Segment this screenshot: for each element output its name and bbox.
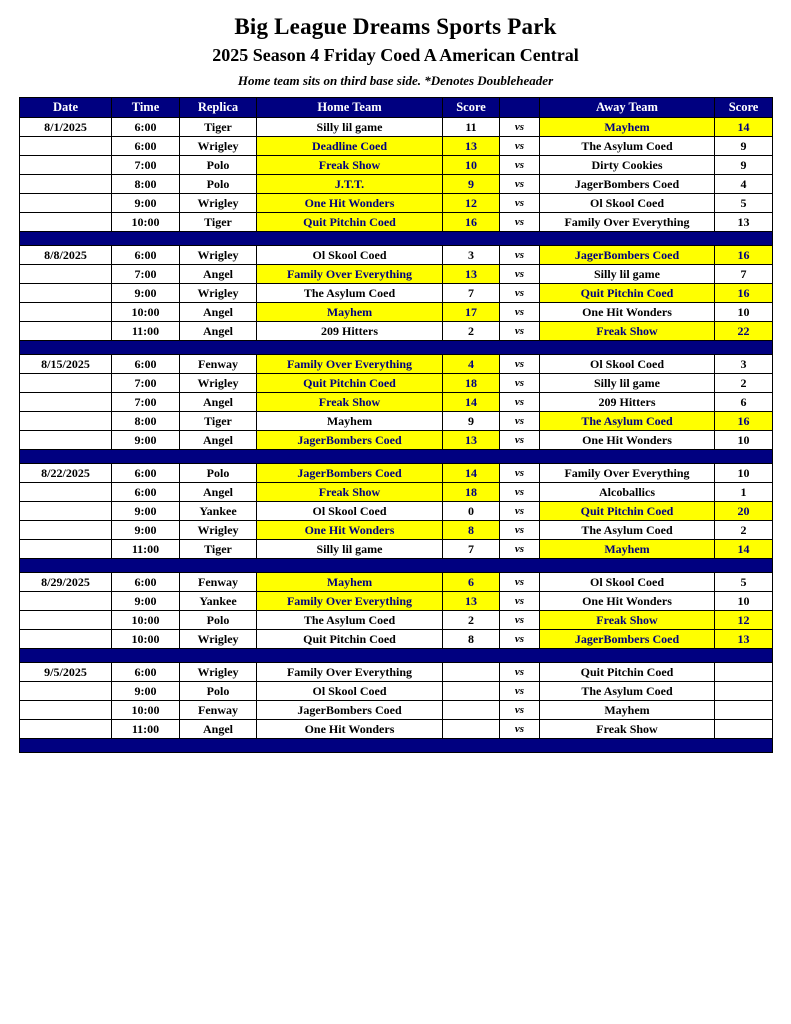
- away-team-cell: JagerBombers Coed: [540, 246, 715, 265]
- replica-cell: Angel: [180, 303, 257, 322]
- away-team-cell: Alcoballics: [540, 483, 715, 502]
- header-time: Time: [112, 98, 180, 118]
- time-cell: 10:00: [112, 611, 180, 630]
- time-cell: 9:00: [112, 431, 180, 450]
- away-team-cell: Freak Show: [540, 322, 715, 341]
- away-team-cell: 209 Hitters: [540, 393, 715, 412]
- home-team-cell: Quit Pitchin Coed: [257, 630, 443, 649]
- replica-cell: Polo: [180, 611, 257, 630]
- time-cell: 6:00: [112, 663, 180, 682]
- time-cell: 9:00: [112, 284, 180, 303]
- game-row: [20, 540, 773, 559]
- home-score-cell: 3: [443, 246, 500, 265]
- time-cell: 6:00: [112, 137, 180, 156]
- away-score-cell: 13: [715, 213, 773, 232]
- home-team-cell: The Asylum Coed: [257, 284, 443, 303]
- home-score-cell: 14: [443, 393, 500, 412]
- home-team-cell: JagerBombers Coed: [257, 431, 443, 450]
- game-row: [20, 431, 773, 450]
- date-cell: [20, 194, 112, 213]
- home-team-cell: Mayhem: [257, 412, 443, 431]
- game-row: [20, 483, 773, 502]
- home-score-cell: 9: [443, 175, 500, 194]
- home-team-cell: Freak Show: [257, 483, 443, 502]
- away-score-cell: 5: [715, 573, 773, 592]
- away-score-cell: 22: [715, 322, 773, 341]
- date-cell: [20, 701, 112, 720]
- away-score-cell: 14: [715, 118, 773, 137]
- vs-cell: vs: [500, 156, 540, 175]
- game-row: [20, 682, 773, 701]
- away-team-cell: Mayhem: [540, 701, 715, 720]
- date-cell: [20, 720, 112, 739]
- home-team-cell: Family Over Everything: [257, 592, 443, 611]
- vs-cell: vs: [500, 431, 540, 450]
- home-team-cell: J.T.T.: [257, 175, 443, 194]
- home-score-cell: 0: [443, 502, 500, 521]
- vs-cell: vs: [500, 682, 540, 701]
- time-cell: 10:00: [112, 630, 180, 649]
- time-cell: 6:00: [112, 246, 180, 265]
- away-team-cell: Mayhem: [540, 118, 715, 137]
- replica-cell: Angel: [180, 393, 257, 412]
- time-cell: 11:00: [112, 540, 180, 559]
- date-cell: [20, 393, 112, 412]
- home-team-cell: Silly lil game: [257, 540, 443, 559]
- replica-cell: Fenway: [180, 355, 257, 374]
- date-cell: [20, 156, 112, 175]
- vs-cell: vs: [500, 483, 540, 502]
- game-row: [20, 156, 773, 175]
- away-score-cell: 10: [715, 303, 773, 322]
- vs-cell: vs: [500, 521, 540, 540]
- date-cell: [20, 412, 112, 431]
- home-team-cell: The Asylum Coed: [257, 611, 443, 630]
- game-row: [20, 393, 773, 412]
- time-cell: 9:00: [112, 521, 180, 540]
- game-row: [20, 592, 773, 611]
- date-cell: [20, 431, 112, 450]
- away-score-cell: [715, 682, 773, 701]
- week-separator: [20, 341, 773, 355]
- game-row: [20, 175, 773, 194]
- away-team-cell: One Hit Wonders: [540, 303, 715, 322]
- time-cell: 7:00: [112, 393, 180, 412]
- date-cell: [20, 540, 112, 559]
- home-score-cell: 4: [443, 355, 500, 374]
- time-cell: 6:00: [112, 355, 180, 374]
- replica-cell: Polo: [180, 682, 257, 701]
- vs-cell: vs: [500, 355, 540, 374]
- replica-cell: Polo: [180, 464, 257, 483]
- home-score-cell: 13: [443, 265, 500, 284]
- home-score-cell: 13: [443, 592, 500, 611]
- game-row: [20, 213, 773, 232]
- replica-cell: Wrigley: [180, 194, 257, 213]
- date-cell: [20, 630, 112, 649]
- replica-cell: Tiger: [180, 412, 257, 431]
- home-score-cell: 13: [443, 431, 500, 450]
- date-cell: 8/29/2025: [20, 573, 112, 592]
- home-team-cell: Freak Show: [257, 156, 443, 175]
- vs-cell: vs: [500, 701, 540, 720]
- home-score-cell: 8: [443, 630, 500, 649]
- vs-cell: vs: [500, 284, 540, 303]
- date-cell: [20, 322, 112, 341]
- vs-cell: vs: [500, 246, 540, 265]
- replica-cell: Fenway: [180, 701, 257, 720]
- time-cell: 10:00: [112, 701, 180, 720]
- home-team-cell: Family Over Everything: [257, 663, 443, 682]
- date-cell: [20, 592, 112, 611]
- home-score-cell: [443, 663, 500, 682]
- away-score-cell: 13: [715, 630, 773, 649]
- header-home-score: Score: [443, 98, 500, 118]
- away-score-cell: 7: [715, 265, 773, 284]
- vs-cell: vs: [500, 573, 540, 592]
- header-home-team: Home Team: [257, 98, 443, 118]
- week-separator-bar: [20, 232, 773, 246]
- date-cell: [20, 265, 112, 284]
- away-team-cell: Mayhem: [540, 540, 715, 559]
- vs-cell: vs: [500, 194, 540, 213]
- game-row: [20, 194, 773, 213]
- home-team-cell: Ol Skool Coed: [257, 502, 443, 521]
- away-team-cell: Freak Show: [540, 720, 715, 739]
- away-team-cell: Quit Pitchin Coed: [540, 284, 715, 303]
- replica-cell: Wrigley: [180, 630, 257, 649]
- page-header: [0, 0, 791, 89]
- home-score-cell: [443, 701, 500, 720]
- replica-cell: Wrigley: [180, 663, 257, 682]
- home-score-cell: [443, 720, 500, 739]
- away-team-cell: Family Over Everything: [540, 213, 715, 232]
- away-team-cell: The Asylum Coed: [540, 682, 715, 701]
- replica-cell: Angel: [180, 322, 257, 341]
- week-separator-bar: [20, 559, 773, 573]
- away-team-cell: Ol Skool Coed: [540, 194, 715, 213]
- home-team-cell: JagerBombers Coed: [257, 701, 443, 720]
- away-score-cell: 2: [715, 374, 773, 393]
- away-score-cell: 3: [715, 355, 773, 374]
- date-cell: [20, 137, 112, 156]
- home-score-cell: 10: [443, 156, 500, 175]
- home-team-cell: Quit Pitchin Coed: [257, 374, 443, 393]
- header-vs: [500, 98, 540, 118]
- date-cell: 8/8/2025: [20, 246, 112, 265]
- home-team-cell: Family Over Everything: [257, 265, 443, 284]
- vs-cell: vs: [500, 213, 540, 232]
- vs-cell: vs: [500, 720, 540, 739]
- away-score-cell: 10: [715, 592, 773, 611]
- replica-cell: Polo: [180, 175, 257, 194]
- time-cell: 7:00: [112, 156, 180, 175]
- replica-cell: Wrigley: [180, 284, 257, 303]
- away-team-cell: Ol Skool Coed: [540, 573, 715, 592]
- away-team-cell: Dirty Cookies: [540, 156, 715, 175]
- page-note: Home team sits on third base side. *Denotes Doubleheader: [237, 73, 554, 88]
- away-team-cell: JagerBombers Coed: [540, 175, 715, 194]
- away-score-cell: 16: [715, 284, 773, 303]
- date-cell: [20, 502, 112, 521]
- home-score-cell: 2: [443, 611, 500, 630]
- home-score-cell: 9: [443, 412, 500, 431]
- vs-cell: vs: [500, 303, 540, 322]
- time-cell: 7:00: [112, 265, 180, 284]
- home-score-cell: 14: [443, 464, 500, 483]
- date-cell: [20, 374, 112, 393]
- home-score-cell: [443, 682, 500, 701]
- away-score-cell: 1: [715, 483, 773, 502]
- away-team-cell: Quit Pitchin Coed: [540, 663, 715, 682]
- replica-cell: Tiger: [180, 118, 257, 137]
- replica-cell: Angel: [180, 483, 257, 502]
- week-separator-bar: [20, 450, 773, 464]
- away-score-cell: [715, 701, 773, 720]
- vs-cell: vs: [500, 374, 540, 393]
- week-separator: [20, 739, 773, 753]
- home-score-cell: 13: [443, 137, 500, 156]
- date-cell: 9/5/2025: [20, 663, 112, 682]
- header-date: Date: [20, 98, 112, 118]
- vs-cell: vs: [500, 540, 540, 559]
- vs-cell: vs: [500, 464, 540, 483]
- week-separator-bar: [20, 341, 773, 355]
- week-separator-bar: [20, 649, 773, 663]
- home-team-cell: One Hit Wonders: [257, 720, 443, 739]
- home-score-cell: 7: [443, 284, 500, 303]
- header-away-score: Score: [715, 98, 773, 118]
- home-team-cell: Silly lil game: [257, 118, 443, 137]
- time-cell: 6:00: [112, 483, 180, 502]
- date-cell: 8/1/2025: [20, 118, 112, 137]
- date-cell: [20, 483, 112, 502]
- away-team-cell: Quit Pitchin Coed: [540, 502, 715, 521]
- away-score-cell: [715, 720, 773, 739]
- away-team-cell: Freak Show: [540, 611, 715, 630]
- game-row: [20, 137, 773, 156]
- page-title: Big League Dreams Sports Park: [234, 14, 557, 39]
- home-score-cell: 18: [443, 374, 500, 393]
- home-score-cell: 11: [443, 118, 500, 137]
- home-team-cell: Freak Show: [257, 393, 443, 412]
- vs-cell: vs: [500, 322, 540, 341]
- date-cell: [20, 213, 112, 232]
- time-cell: 6:00: [112, 573, 180, 592]
- game-row: [20, 701, 773, 720]
- away-score-cell: 2: [715, 521, 773, 540]
- away-team-cell: The Asylum Coed: [540, 412, 715, 431]
- home-team-cell: Mayhem: [257, 573, 443, 592]
- time-cell: 8:00: [112, 175, 180, 194]
- game-row: [20, 464, 773, 483]
- game-row: [20, 374, 773, 393]
- away-score-cell: 16: [715, 412, 773, 431]
- home-team-cell: JagerBombers Coed: [257, 464, 443, 483]
- date-cell: [20, 521, 112, 540]
- home-score-cell: 7: [443, 540, 500, 559]
- home-score-cell: 18: [443, 483, 500, 502]
- home-team-cell: Ol Skool Coed: [257, 682, 443, 701]
- time-cell: 11:00: [112, 720, 180, 739]
- week-separator: [20, 450, 773, 464]
- away-score-cell: 9: [715, 137, 773, 156]
- vs-cell: vs: [500, 137, 540, 156]
- away-team-cell: One Hit Wonders: [540, 431, 715, 450]
- home-team-cell: Mayhem: [257, 303, 443, 322]
- game-row: [20, 611, 773, 630]
- away-score-cell: 5: [715, 194, 773, 213]
- vs-cell: vs: [500, 630, 540, 649]
- replica-cell: Angel: [180, 720, 257, 739]
- home-score-cell: 17: [443, 303, 500, 322]
- game-row: [20, 355, 773, 374]
- game-row: [20, 412, 773, 431]
- home-team-cell: 209 Hitters: [257, 322, 443, 341]
- away-team-cell: The Asylum Coed: [540, 521, 715, 540]
- replica-cell: Yankee: [180, 592, 257, 611]
- game-row: [20, 284, 773, 303]
- game-row: [20, 720, 773, 739]
- schedule-table: [19, 97, 773, 753]
- away-score-cell: 16: [715, 246, 773, 265]
- replica-cell: Yankee: [180, 502, 257, 521]
- game-row: [20, 521, 773, 540]
- home-team-cell: One Hit Wonders: [257, 194, 443, 213]
- vs-cell: vs: [500, 412, 540, 431]
- game-row: [20, 246, 773, 265]
- game-row: [20, 502, 773, 521]
- away-team-cell: The Asylum Coed: [540, 137, 715, 156]
- time-cell: 6:00: [112, 118, 180, 137]
- away-team-cell: Silly lil game: [540, 374, 715, 393]
- home-team-cell: Ol Skool Coed: [257, 246, 443, 265]
- replica-cell: Fenway: [180, 573, 257, 592]
- replica-cell: Angel: [180, 265, 257, 284]
- away-score-cell: 6: [715, 393, 773, 412]
- time-cell: 11:00: [112, 322, 180, 341]
- replica-cell: Polo: [180, 156, 257, 175]
- replica-cell: Wrigley: [180, 521, 257, 540]
- away-score-cell: 4: [715, 175, 773, 194]
- week-separator: [20, 232, 773, 246]
- vs-cell: vs: [500, 265, 540, 284]
- away-score-cell: 10: [715, 431, 773, 450]
- header-replica: Replica: [180, 98, 257, 118]
- away-team-cell: Ol Skool Coed: [540, 355, 715, 374]
- away-team-cell: One Hit Wonders: [540, 592, 715, 611]
- date-cell: [20, 284, 112, 303]
- time-cell: 9:00: [112, 502, 180, 521]
- away-score-cell: 10: [715, 464, 773, 483]
- game-row: [20, 322, 773, 341]
- date-cell: 8/15/2025: [20, 355, 112, 374]
- home-score-cell: 6: [443, 573, 500, 592]
- header-away-team: Away Team: [540, 98, 715, 118]
- away-score-cell: 20: [715, 502, 773, 521]
- vs-cell: vs: [500, 611, 540, 630]
- away-team-cell: JagerBombers Coed: [540, 630, 715, 649]
- away-team-cell: Family Over Everything: [540, 464, 715, 483]
- vs-cell: vs: [500, 502, 540, 521]
- vs-cell: vs: [500, 118, 540, 137]
- week-separator: [20, 649, 773, 663]
- replica-cell: Wrigley: [180, 137, 257, 156]
- home-team-cell: Family Over Everything: [257, 355, 443, 374]
- time-cell: 7:00: [112, 374, 180, 393]
- date-cell: 8/22/2025: [20, 464, 112, 483]
- away-score-cell: 12: [715, 611, 773, 630]
- away-score-cell: [715, 663, 773, 682]
- game-row: [20, 630, 773, 649]
- replica-cell: Angel: [180, 431, 257, 450]
- vs-cell: vs: [500, 393, 540, 412]
- home-team-cell: Deadline Coed: [257, 137, 443, 156]
- game-row: [20, 303, 773, 322]
- replica-cell: Wrigley: [180, 374, 257, 393]
- away-score-cell: 14: [715, 540, 773, 559]
- home-score-cell: 12: [443, 194, 500, 213]
- replica-cell: Wrigley: [180, 246, 257, 265]
- game-row: [20, 265, 773, 284]
- date-cell: [20, 303, 112, 322]
- vs-cell: vs: [500, 663, 540, 682]
- date-cell: [20, 175, 112, 194]
- vs-cell: vs: [500, 175, 540, 194]
- replica-cell: Tiger: [180, 213, 257, 232]
- time-cell: 10:00: [112, 303, 180, 322]
- game-row: [20, 118, 773, 137]
- time-cell: 9:00: [112, 592, 180, 611]
- away-team-cell: Silly lil game: [540, 265, 715, 284]
- time-cell: 9:00: [112, 194, 180, 213]
- game-row: [20, 663, 773, 682]
- home-score-cell: 8: [443, 521, 500, 540]
- week-separator: [20, 559, 773, 573]
- home-team-cell: Quit Pitchin Coed: [257, 213, 443, 232]
- date-cell: [20, 611, 112, 630]
- time-cell: 10:00: [112, 213, 180, 232]
- time-cell: 8:00: [112, 412, 180, 431]
- time-cell: 6:00: [112, 464, 180, 483]
- week-separator-bar: [20, 739, 773, 753]
- away-score-cell: 9: [715, 156, 773, 175]
- home-score-cell: 16: [443, 213, 500, 232]
- vs-cell: vs: [500, 592, 540, 611]
- game-row: [20, 573, 773, 592]
- home-team-cell: One Hit Wonders: [257, 521, 443, 540]
- home-score-cell: 2: [443, 322, 500, 341]
- page-subtitle: 2025 Season 4 Friday Coed A American Central: [212, 45, 579, 65]
- replica-cell: Tiger: [180, 540, 257, 559]
- table-header-row: [20, 98, 773, 118]
- date-cell: [20, 682, 112, 701]
- time-cell: 9:00: [112, 682, 180, 701]
